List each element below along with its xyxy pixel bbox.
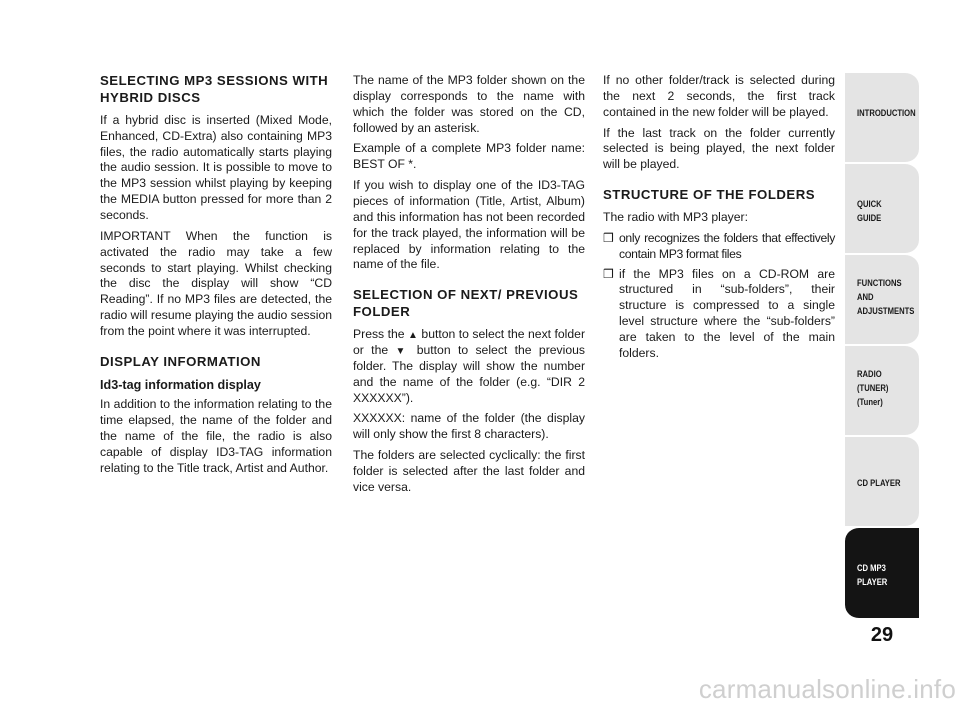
text: button to select the previous folder. The display will show the number and the name of the folder (e.g. “DIR 2 XXXXXX”). — [353, 342, 586, 405]
list-item-text: if the MP3 files on a CD-ROM are structured in “sub-folders”, their structure is compressed to a single level structure where the “sub-folders” are taken to the level of the main folders. — [619, 266, 835, 360]
watermark: carmanualsonline.info — [698, 674, 956, 704]
left-column — [100, 73, 332, 481]
section-tabs — [845, 72, 919, 619]
paragraph-example: Example of a complete MP3 folder name: BEST OF *. — [353, 141, 585, 172]
list-item — [603, 267, 835, 362]
tab-cd-mp3-player[interactable] — [845, 527, 919, 619]
tab-label: INTRODUCTION — [857, 108, 916, 118]
tab-cd-player[interactable] — [845, 436, 919, 527]
tab-quick-guide[interactable] — [845, 163, 919, 254]
tab-label: RADIO (TUNER) (Tuner) — [857, 369, 889, 407]
heading-folder-structure: STRUCTURE OF THE FOLDERS — [603, 187, 816, 203]
tab-label: CD PLAYER — [857, 478, 901, 488]
list-item — [603, 231, 835, 263]
checkbox-bullet-icon: ❒ — [603, 266, 614, 281]
tab-radio-tuner[interactable] — [845, 345, 919, 436]
paragraph: The radio with MP3 player: — [603, 210, 748, 225]
checkbox-bullet-icon: ❒ — [603, 230, 614, 245]
tab-label: CD MP3 PLAYER — [857, 563, 888, 587]
heading-next-previous-folder: SELECTION OF NEXT/ PREVIOUS FOLDER — [353, 287, 579, 320]
paragraph: If no other folder/track is selected during the next 2 seconds, the first track contained in the new folder will be played. — [603, 73, 835, 119]
paragraph: If a hybrid disc is inserted (Mixed Mode, Enhanced, CD-Extra) also containing MP3 files, the radio automatically starts playing the audio session. It is possible to move to the MP3 session whilst playing by keeping the MEDIA button pressed for more than 2 seconds. — [100, 112, 332, 222]
bullet-list — [603, 231, 835, 362]
paragraph-important: IMPORTANT When the function is activated the radio may take a few seconds to start playing. Whilst checking the disc the display will show “CD Reading”. If no MP3 files are detected, the radio will resume playing the audio session from the point where it was interrupted. — [100, 228, 332, 338]
text: button to select the next folder or the — [353, 327, 585, 357]
paragraph: If you wish to display one of the ID3-TAG pieces of information (Title, Artist, Album) and this information has not been recorded for the track played, the information will be replaced by information relating to the name of the file. — [353, 178, 585, 272]
paragraph: XXXXXX: name of the folder (the display will only show the first 8 characters). — [353, 411, 585, 442]
heading-display-information: DISPLAY INFORMATION — [100, 353, 261, 369]
tab-functions-adjustments[interactable] — [845, 254, 919, 345]
tab-label: FUNCTIONS AND ADJUSTMENTS — [857, 278, 915, 316]
middle-column — [353, 73, 585, 501]
paragraph: The folders are selected cyclically: the first folder is selected after the last folder and vice versa. — [353, 448, 585, 494]
tab-introduction[interactable] — [845, 72, 919, 163]
paragraph: If the last track on the folder currently selected is being played, the next folder will be played. — [603, 125, 835, 172]
page-number: 29 — [870, 624, 894, 646]
tab-label: QUICK GUIDE — [857, 199, 882, 223]
text: Press the — [353, 327, 405, 342]
up-arrow-icon: ▲ — [408, 330, 418, 342]
subheading-id3-tag: Id3-tag information display — [100, 377, 261, 392]
heading-mp3-sessions: SELECTING MP3 SESSIONS WITH HYBRID DISCS — [100, 73, 329, 105]
paragraph-folder-buttons — [353, 327, 585, 406]
paragraph: In addition to the information relating to the time elapsed, the name of the folder and the name of the file, the radio is also capable of display ID3-TAG information relating to the Title track, Artist and Author. — [100, 397, 332, 475]
list-item-text: only recognizes the folders that effectively contain MP3 format files — [619, 230, 835, 261]
right-column — [603, 73, 835, 366]
down-arrow-icon: ▼ — [395, 345, 410, 357]
paragraph: The name of the MP3 folder shown on the display corresponds to the name with which the folder was stored on the CD, followed by an asterisk. — [353, 73, 585, 135]
